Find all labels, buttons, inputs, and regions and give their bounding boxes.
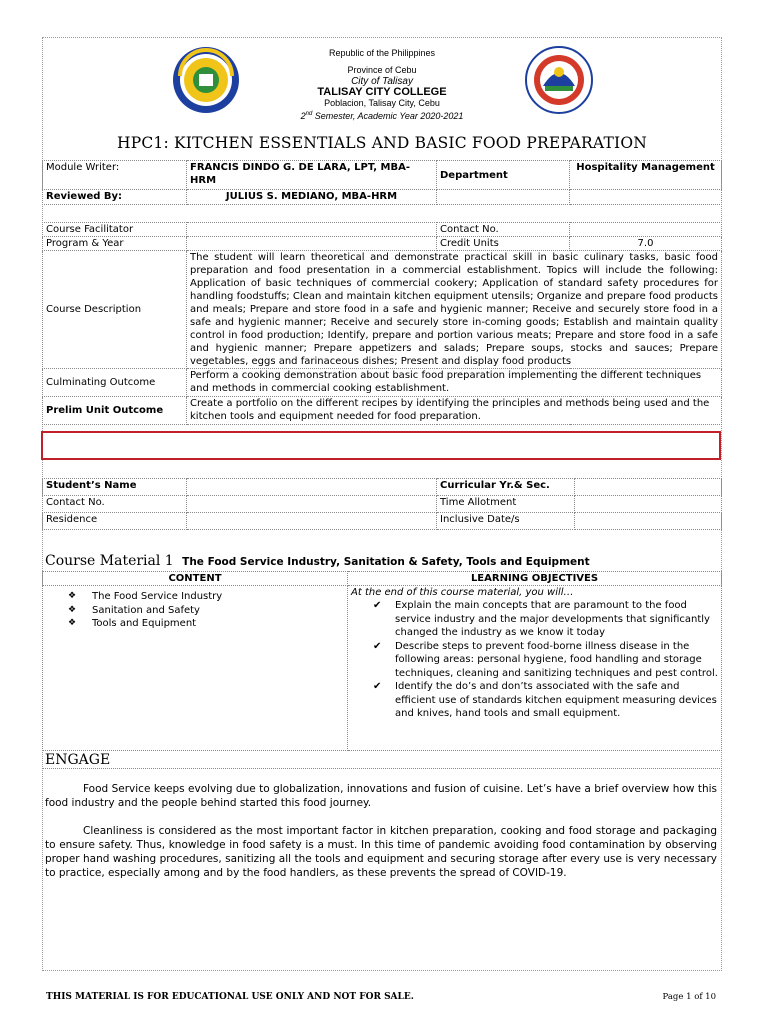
department-value: Hospitality Management — [570, 161, 722, 190]
engage-heading: ENGAGE — [45, 752, 111, 768]
student-name-field[interactable] — [187, 479, 437, 496]
contact-value[interactable] — [570, 223, 722, 237]
year-section-label: Curricular Yr.& Sec. — [437, 479, 575, 496]
module-info-table — [42, 160, 722, 205]
residence-label: Residence — [43, 513, 187, 530]
content-header: CONTENT — [43, 572, 348, 586]
inclusive-dates-label: Inclusive Date/s — [437, 513, 575, 530]
engage-paragraph-2: Cleanliness is considered as the most important factor in kitchen preparation, cooking and food storage and packaging to ensure safety. Thus, knowledge in food safety is a must. In this time of pandemic avoiding food contamination by observing proper hand washing procedures, sanitizing all the tools and equipment and securing storage after every use is very necessary to practice, especially among and by the food handlers, as these prevents the spread of COVID-19. — [45, 825, 717, 879]
course-material-subtitle: The Food Service Industry, Sanitation & Safety, Tools and Equipment — [182, 556, 590, 568]
writer-label: Module Writer: — [43, 161, 187, 190]
content-item: ❖ Sanitation and Safety — [68, 604, 344, 618]
inclusive-dates-field[interactable] — [575, 513, 722, 530]
semester-text: 2nd Semester, Academic Year 2020-2021 — [300, 111, 464, 121]
prelim-value: Create a portfolio on the different recipes by identifying the principles and methods being used and the kitchen tools and equipment needed for food preparation. — [187, 397, 722, 425]
culminating-value: Perform a cooking demonstration about basic food preparation implementing the different techniques and methods in commercial cooking establishment. — [187, 369, 722, 397]
objective-item: ✔ Explain the main concepts that are paramount to the food service industry and the major developments that significantly changed the industry as we know it today — [371, 599, 718, 640]
course-info-table — [42, 222, 722, 425]
objectives-header: LEARNING OBJECTIVES — [348, 572, 722, 586]
content-item: ❖ Tools and Equipment — [68, 617, 344, 631]
objectives-list — [351, 599, 718, 721]
program-value[interactable] — [187, 237, 437, 251]
department-label: Department — [437, 161, 570, 190]
objectives-cell — [348, 586, 722, 751]
college-seal-logo — [172, 46, 240, 114]
credit-value: 7.0 — [570, 237, 722, 251]
province-text: Province of Cebu — [347, 65, 417, 75]
reviewed-value: JULIUS S. MEDIANO, MBA-HRM — [187, 190, 437, 205]
content-objectives-table — [42, 571, 722, 751]
objective-item: ✔ Identify the do’s and don’ts associated with the safe and efficient use of standards kitchen equipment measuring devices and knives, hand tools and small equipment. — [371, 680, 718, 721]
residence-field[interactable] — [187, 513, 437, 530]
institution-heading — [242, 48, 522, 122]
college-name: TALISAY CITY COLLEGE — [317, 86, 447, 98]
year-section-field[interactable] — [575, 479, 722, 496]
content-item: ❖ The Food Service Industry — [68, 590, 344, 604]
content-list — [46, 590, 344, 631]
reviewed-label: Reviewed By: — [43, 190, 187, 205]
course-material-title: Course Material 1 — [45, 553, 174, 569]
address-text: Poblacion, Talisay City, Cebu — [324, 98, 440, 108]
course-title: HPC1: KITCHEN ESSENTIALS AND BASIC FOOD PREPARATION — [117, 134, 647, 152]
writer-value: FRANCIS DINDO G. DE LARA, LPT, MBA-HRM — [187, 161, 437, 190]
credit-label: Credit Units — [437, 237, 570, 251]
student-name-label: Student’s Name — [43, 479, 187, 496]
description-value: The student will learn theoretical and demonstrate practical skill in basic culinary tasks, basic food preparation and food presentation in a commercial establishment. Topics will include the following: Application of basic techniques of commercial cookery; Application of standard safety procedures for handling foodstuffs; Clean and maintain kitchen equipment utensils; Organize and prepare food products and meals; Prepare and store food in a safe and hygienic manner; Receive and securely store food in a safe and hygienic manner; Receive and securely store in-coming goods; Establish and maintain quality control in food production; Identify, prepare and portion various meats; Prepare and store food in a safe and hygienic manner; Prepare appetizers and salads; Prepare soups, stocks and sauces; Prepare vegetables, eggs and farinaceous dishes; Present and display food products — [187, 251, 722, 369]
engage-paragraph-1: Food Service keeps evolving due to globalization, innovations and fusion of cuisine. Let’s have a brief overview how this food industry and the people behind started this food journey. — [45, 783, 717, 809]
time-allotment-label: Time Allotment — [437, 496, 575, 513]
city-text: City of Talisay — [351, 76, 413, 87]
objectives-intro: At the end of this course material, you will… — [351, 587, 574, 598]
student-info-table — [42, 478, 722, 530]
culminating-label: Culminating Outcome — [43, 369, 187, 397]
objective-item: ✔ Describe steps to prevent food-borne illness disease in the following areas: personal hygiene, food handling and storage techniques, cleaning and sanitizing techniques and pest control. — [371, 640, 718, 681]
content-cell — [43, 586, 348, 751]
reviewed-empty-cell — [437, 190, 570, 205]
republic-text: Republic of the Philippines — [328, 48, 436, 58]
course-material-heading — [45, 553, 590, 569]
time-allotment-field[interactable] — [575, 496, 722, 513]
student-contact-label: Contact No. — [43, 496, 187, 513]
program-label: Program & Year — [43, 237, 187, 251]
document-header — [42, 44, 722, 128]
contact-label: Contact No. — [437, 223, 570, 237]
page-number: Page 1 of 10 — [662, 992, 716, 1002]
prelim-label: Prelim Unit Outcome — [43, 397, 187, 425]
student-contact-field[interactable] — [187, 496, 437, 513]
footer-disclaimer: THIS MATERIAL IS FOR EDUCATIONAL USE ONLY AND NOT FOR SALE. — [46, 992, 414, 1002]
facilitator-label: Course Facilitator — [43, 223, 187, 237]
reviewed-empty-cell — [570, 190, 722, 205]
facilitator-value[interactable] — [187, 223, 437, 237]
description-label: Course Description — [43, 251, 187, 369]
city-seal-logo — [525, 46, 593, 114]
engage-divider — [42, 768, 722, 769]
